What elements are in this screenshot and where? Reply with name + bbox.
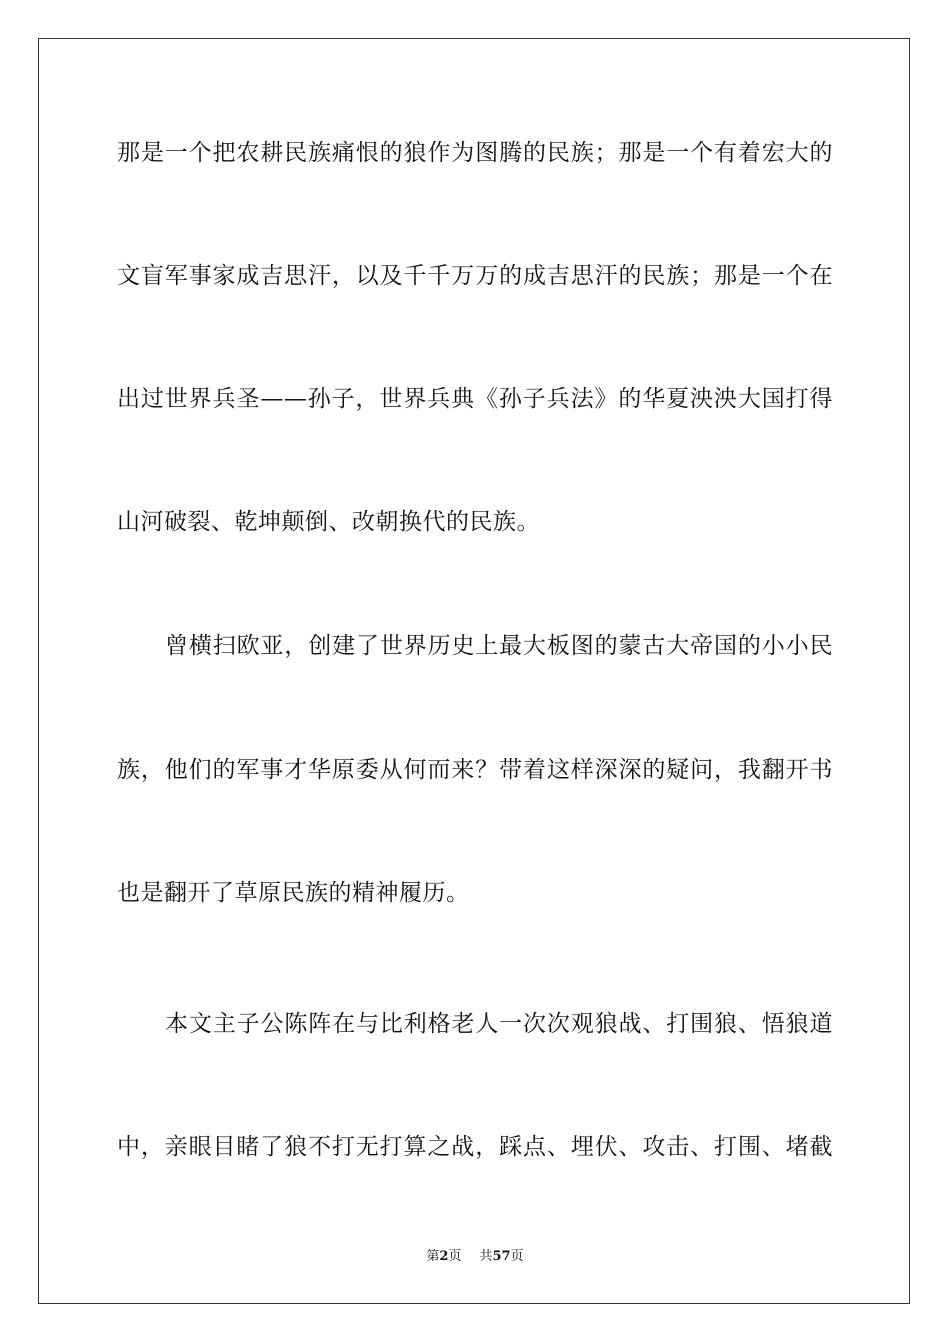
- paragraph-2-line-3: 也是翻开了草原民族的精神履历。: [117, 880, 470, 906]
- text-line-1: 那是一个把农耕民族痛恨的狼作为图腾的民族；那是一个有着宏大的: [117, 140, 833, 166]
- text-line-4: 山河破裂、乾坤颠倒、改朝换代的民族。: [117, 509, 540, 535]
- text-line-3: 出过世界兵圣——孙子，世界兵典《孙子兵法》的华夏泱泱大国打得: [117, 386, 833, 412]
- page-prefix: 第: [426, 1249, 440, 1264]
- total-prefix: 共: [479, 1249, 493, 1264]
- page-footer: [0, 1249, 950, 1265]
- text-line-2: 文盲军事家成吉思汗，以及千千万万的成吉思汗的民族；那是一个在: [117, 263, 833, 289]
- paragraph-2-line-2: 族，他们的军事才华原委从何而来？带着这样深深的疑问，我翻开书: [117, 757, 833, 783]
- page-number: 2: [439, 1249, 449, 1264]
- total-pages: 57: [492, 1249, 511, 1264]
- paragraph-2-line-1: 曾横扫欧亚，创建了世界历史上最大板图的蒙古大帝国的小小民: [165, 633, 833, 659]
- paragraph-3-line-2: 中，亲眼目睹了狼不打无打算之战，踩点、埋伏、攻击、打围、堵截: [117, 1134, 833, 1160]
- page-border: [38, 38, 910, 1304]
- page-suffix: 页: [448, 1249, 462, 1264]
- paragraph-3-line-1: 本文主子公陈阵在与比利格老人一次次观狼战、打围狼、悟狼道: [165, 1011, 833, 1037]
- total-suffix: 页: [510, 1249, 524, 1264]
